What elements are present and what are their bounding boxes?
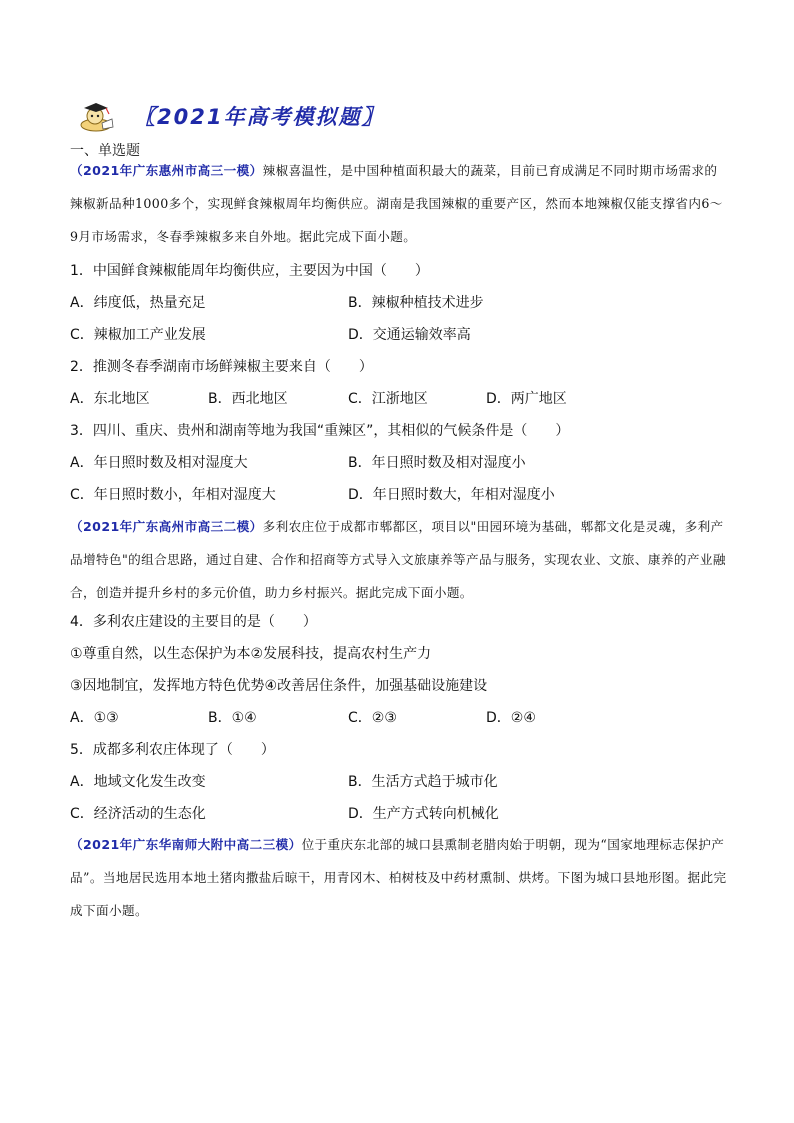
option-b[interactable]: B．西北地区: [208, 391, 288, 407]
passage-source: （2021年广东高州市高三二模）: [70, 519, 263, 534]
option-b[interactable]: B．年日照时数及相对湿度小: [348, 455, 526, 471]
passage-text: 位于重庆东北部的城口县熏制老腊肉始于明朝，现为“国家地理标志保护产品”。当地居民选用本地土猪肉撒盐后晾干，用青冈木、柏树枝及中药材熏制、烘烤。下图为城口县地形图。据此完成下面小题。: [70, 837, 727, 918]
option-b[interactable]: B．①④: [208, 710, 257, 726]
option-c[interactable]: C．经济活动的生态化: [70, 806, 206, 822]
option-a[interactable]: A．地域文化发生改变: [70, 774, 206, 790]
passage-source: （2021年广东惠州市高三一模）: [70, 163, 263, 178]
option-b[interactable]: B．辣椒种植技术进步: [348, 295, 484, 311]
page-title: 〖2021年高考模拟题〗: [134, 105, 385, 129]
option-d[interactable]: D．生产方式转向机械化: [348, 806, 499, 822]
option-c[interactable]: C．辣椒加工产业发展: [70, 327, 206, 343]
question-stem: 2．推测冬春季湖南市场鲜辣椒主要来自（ ）: [70, 359, 373, 375]
option-d[interactable]: D．交通运输效率高: [348, 327, 471, 343]
passage-2: [70, 510, 730, 609]
option-d[interactable]: D．②④: [486, 710, 536, 726]
option-a[interactable]: A．年日照时数及相对湿度大: [70, 455, 248, 471]
option-a[interactable]: A．纬度低，热量充足: [70, 295, 206, 311]
passage-source: （2021年广东华南师大附中高二三模）: [70, 837, 302, 852]
option-c[interactable]: C．江浙地区: [348, 391, 428, 407]
option-a[interactable]: A．东北地区: [70, 391, 150, 407]
question-stem: 4．多利农庄建设的主要目的是（ ）: [70, 614, 317, 630]
passage-3: [70, 828, 730, 927]
statement-line: ③因地制宜，发挥地方特色优势④改善居住条件，加强基础设施建设: [70, 678, 488, 694]
option-b[interactable]: B．生活方式趋于城市化: [348, 774, 498, 790]
scholar-mascot-icon: [76, 99, 116, 133]
statement-line: ①尊重自然，以生态保护为本②发展科技，提高农村生产力: [70, 646, 432, 662]
question-stem: 5．成都多利农庄体现了（ ）: [70, 742, 275, 758]
option-c[interactable]: C．年日照时数小，年相对湿度大: [70, 487, 276, 503]
option-c[interactable]: C．②③: [348, 710, 397, 726]
option-a[interactable]: A．①③: [70, 710, 119, 726]
option-d[interactable]: D．两广地区: [486, 391, 567, 407]
question-stem: 1．中国鲜食辣椒能周年均衡供应，主要因为中国（ ）: [70, 263, 429, 279]
passage-1: [70, 154, 730, 253]
question-stem: 3．四川、重庆、贵州和湖南等地为我国“重辣区”，其相似的气候条件是（ ）: [70, 423, 570, 439]
passage-text: 辣椒喜温性，是中国种植面积最大的蔬菜，目前已育成满足不同时期市场需求的辣椒新品种1000多个，实现鲜食辣椒周年均衡供应。湖南是我国辣椒的重要产区，然而本地辣椒仅能支撑省内6～9月市场需求，冬春季辣椒多来自外地。据此完成下面小题。: [70, 163, 723, 244]
option-d[interactable]: D．年日照时数大，年相对湿度小: [348, 487, 555, 503]
section-heading: 一、单选题: [70, 143, 140, 159]
page-header: [76, 98, 384, 134]
passage-text: 多利农庄位于成都市郫都区，项目以"田园环境为基础，郫都文化是灵魂，多利产品增特色"的组合思路，通过自建、合作和招商等方式导入文旅康养等产品与服务，实现农业、文旅、康养的产业融合，创造并提升乡村的多元价值，助力乡村振兴。据此完成下面小题。: [70, 519, 726, 600]
